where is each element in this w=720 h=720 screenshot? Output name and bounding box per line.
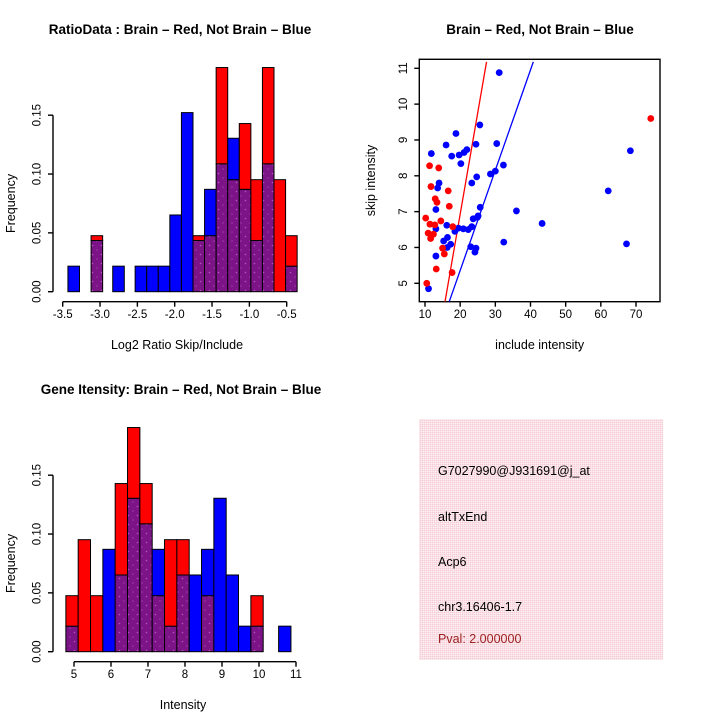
histogram-bar [115,484,127,575]
scatter-point-blue [463,146,470,153]
scatter-point-red [449,223,456,230]
scatter-point-blue [513,208,520,215]
scatter-point-red [427,235,434,242]
scatter-point-blue [477,204,484,211]
x-tick-label: -3.0 [90,309,110,321]
scatter-point-blue [428,150,435,157]
scatter-point-red [441,251,448,258]
histogram-bar [214,498,226,651]
x-tick-label: 30 [488,309,502,322]
x-tick-label: 6 [107,669,115,681]
histogram-bar [66,596,78,626]
y-tick-label: 0.05 [31,581,44,605]
y-axis-title: Frequency [4,533,18,593]
ratio-histogram-chart [0,0,360,360]
x-tick-label: 40 [524,309,537,322]
histogram-bar [147,266,159,292]
x-tick-label: 11 [290,669,302,681]
scatter-point-red [437,218,444,225]
histogram-bar [68,266,80,292]
scatter-point-blue [493,140,500,147]
histogram-bar [170,215,182,292]
x-tick-label: 9 [218,669,226,681]
intensity-scatter-chart [360,0,720,360]
histogram-bar [78,540,90,652]
histogram-bar [158,266,170,292]
histogram-bar [216,68,228,164]
histogram-bar-overlap [165,626,177,652]
histogram-bar [103,549,115,651]
histogram-bar-overlap [239,189,251,291]
y-tick-label: 7 [398,208,410,215]
scatter-point-blue [440,238,447,245]
x-tick-label: 10 [418,309,432,322]
scatter-point-blue [627,147,634,154]
histogram-bar-overlap [251,241,263,292]
y-axis-title: skip intensity [364,144,378,217]
scatter-point-blue [496,69,503,76]
y-tick-label: 0.10 [31,162,44,186]
x-tick-label: 70 [629,309,643,322]
y-tick-label: 0.10 [31,522,44,546]
y-tick-label: 9 [398,136,410,144]
histogram-bar [202,549,214,595]
histogram-bar-overlap [216,164,228,292]
x-axis-title: Log2 Ratio Skip/Include [110,338,244,352]
scatter-point-blue [465,226,472,233]
probe-id-label: G7027990@J931691@j_at [438,464,590,478]
x-tick-label: 7 [144,669,152,681]
histogram-bar [239,124,251,190]
histogram-bar-overlap [286,266,298,292]
histogram-bar [189,575,201,652]
histogram-bar-overlap [91,241,103,292]
scatter-point-blue [468,180,475,187]
scatter-point-blue [492,168,499,175]
scatter-point-red [647,115,654,122]
pval-label: Pval: 2.000000 [438,632,522,646]
histogram-bar-overlap [152,596,164,652]
scatter-point-blue [448,153,455,160]
x-tick-label: 5 [70,669,78,681]
scatter-point-blue [605,187,612,194]
histogram-bar-overlap [128,498,140,651]
histogram-bar-overlap [251,626,263,652]
scatter-point-red [434,199,441,206]
scatter-point-blue [473,141,480,148]
histogram-bar-overlap [193,241,205,292]
y-tick-label: 10 [398,97,410,111]
histogram-bar [135,266,147,292]
histogram-bar-overlap [66,626,78,652]
histogram-bar [193,236,205,241]
histogram-bar [205,189,217,235]
scatter-point-blue [443,142,450,149]
y-tick-label: 0.05 [31,221,44,245]
y-axis-title: Frequency [4,173,18,233]
histogram-bar [181,113,193,292]
scatter-point-blue [433,206,440,213]
histogram-bar-overlap [205,236,217,292]
chromosome-label: chr3.16406-1.7 [438,600,523,614]
x-tick-label: 8 [181,669,189,681]
histogram-bar [152,549,164,595]
histogram-bar [140,484,152,524]
histogram-bar-overlap [115,575,127,652]
x-tick-label: 60 [594,309,608,322]
y-tick-label: 0.00 [31,280,44,303]
x-tick-label: -3.5 [52,309,73,321]
histogram-bar [239,626,251,652]
histogram-bar-overlap [262,164,274,292]
histogram-bar [128,428,140,499]
histogram-bar [286,236,298,266]
scatter-point-blue [500,239,507,246]
scatter-point-red [426,162,433,169]
histogram-bar [251,596,263,626]
scatter-point-blue [434,185,441,192]
scatter-point-red [423,280,430,287]
y-tick-label: 5 [398,280,410,287]
chart-title: Gene Itensity: Brain – Red, Not Brain – Blue [40,382,322,397]
x-tick-label: -1.0 [239,309,260,321]
x-axis-title: Intensity [159,698,207,712]
scatter-point-red [435,165,442,172]
y-tick-label: 0.15 [31,103,44,127]
x-axis-title: include intensity [495,338,585,352]
histogram-bar [262,68,274,164]
scatter-point-blue [443,222,450,229]
x-tick-label: -2.5 [127,309,148,321]
histogram-bar [177,540,189,575]
histogram-bar [279,626,291,652]
scatter-point-blue [476,122,483,129]
scatter-point-blue [539,220,546,227]
gene-symbol-label: Acp6 [438,555,467,569]
y-tick-label: 8 [398,172,410,180]
x-tick-label: -0.5 [276,309,297,321]
scatter-point-red [446,203,453,210]
brain-fit-line [445,62,486,302]
histogram-bar [91,596,103,652]
scatter-point-blue [453,130,460,137]
scatter-point-red [445,187,452,194]
histogram-bar [91,236,103,241]
y-tick-label: 11 [398,62,410,75]
x-tick-label: 10 [252,669,266,681]
scatter-point-blue [623,240,630,247]
scatter-point-blue [433,253,440,260]
notbrain-fit-line [449,62,533,302]
scatter-point-red [449,269,456,276]
splice-type-label: altTxEnd [438,510,488,524]
gene-info-box [419,419,663,660]
histogram-bar-overlap [202,596,214,652]
scatter-point-blue [500,162,507,169]
histogram-bar [165,540,177,626]
scatter-point-red [422,215,429,222]
scatter-point-red [433,266,440,273]
y-tick-label: 0.00 [31,640,44,663]
histogram-bar [251,180,263,241]
scatter-point-red [439,245,446,252]
x-tick-label: 20 [453,309,467,322]
chart-title: Brain – Red, Not Brain – Blue [446,22,634,37]
scatter-point-blue [472,249,479,256]
x-tick-label: 50 [559,309,573,322]
y-tick-label: 6 [398,244,410,251]
histogram-bar [228,138,240,179]
histogram-bar-overlap [228,180,240,292]
x-tick-label: -1.5 [202,309,222,321]
histogram-bar-overlap [177,575,189,652]
histogram-bar-overlap [140,524,152,652]
scatter-point-blue [474,214,481,221]
scatter-point-blue [457,160,464,167]
plot-box [419,59,660,301]
scatter-point-red [431,221,438,228]
y-tick-label: 0.15 [31,463,44,487]
x-tick-label: -2.0 [164,309,185,321]
gene-intensity-histogram-chart [0,360,360,720]
scatter-point-red [428,183,435,190]
histogram-bar [113,266,125,292]
histogram-bar [274,180,286,292]
chart-title: RatioData : Brain – Red, Not Brain – Blue [48,22,312,37]
gene-info-panel [360,360,720,720]
scatter-point-blue [473,173,480,180]
histogram-bar [226,575,238,652]
